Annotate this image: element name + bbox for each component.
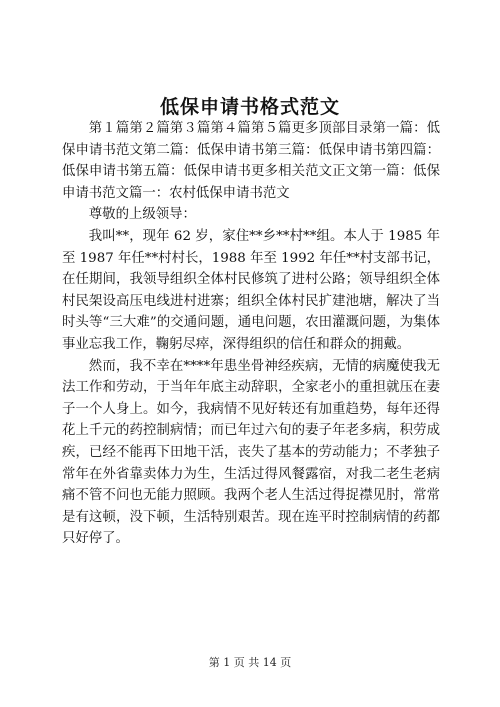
document-body	[62, 118, 440, 550]
body-paragraph-2: 然而，我不幸在****年患坐骨神经疾病，无情的病魔使我无法工作和劳动，于当年年底主动辞职，全家老小的重担就压在妻子一个人身上。如今，我病情不见好转还有加重趋势，每年还得花上千元的药控制病情；而已年过六旬的妻子年老多病，积劳成疾，已经不能再下田地干活，丧失了基本的劳动能力；不孝独子常年在外省靠卖体力为生，生活过得风餐露宿，对我二老生老病痛不管不问也无能力照顾。我两个老人生活过得捉襟见肘，常常是有这顿，没下顿，生活特别艰苦。现在连平时控制病情的药都只好停了。	[62, 358, 440, 547]
salutation-paragraph: 尊敬的上级领导：	[88, 207, 196, 223]
document-title: 低保申请书格式范文	[159, 96, 340, 118]
page-footer: 第 1 页 共 14 页	[208, 656, 292, 669]
body-paragraph-1: 我叫**，现年 62 岁，家住**乡**村**组。本人于 1985 年至 1987 年任**村村长，1988 年至 1992 年任**村支部书记，在任期间，我领导组织全体村民修筑了进村公路；领导组织全体村民架设高压电线进村进寨；组织全体村民扩建池塘，解决了当时头等“三大难”的交通问题，通电问题，农田灌溉问题，为集体事业忘我工作，鞠躬尽瘁，深得组织的信任和群众的拥戴。	[62, 228, 440, 352]
table-of-contents-paragraph: 第１篇第２篇第３篇第４篇第５篇更多顶部目录第一篇：低保申请书范文第二篇：低保申请书第三篇：低保申请书第四篇：低保申请书第五篇：低保申请书更多相关范文正文第一篇：低保申请书范文篇一：农村低保申请书范文	[62, 121, 440, 201]
